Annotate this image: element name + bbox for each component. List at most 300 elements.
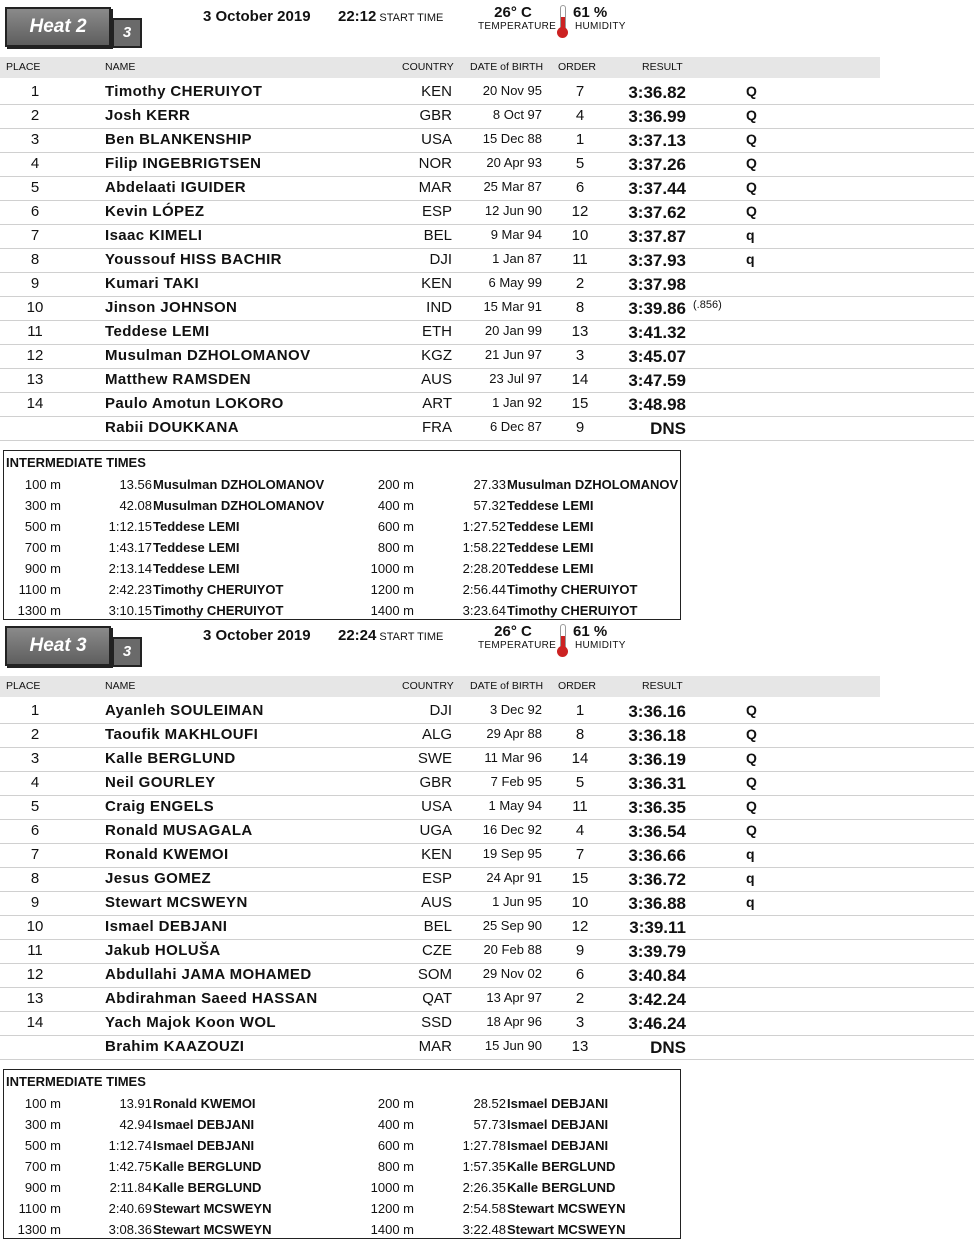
- start-time-value: 22:12: [338, 8, 377, 25]
- order: 2: [575, 990, 585, 1007]
- country: UGA: [419, 822, 452, 839]
- country: SWE: [417, 750, 452, 767]
- qualification-mark: Q: [746, 107, 757, 123]
- athlete-name: Paulo Amotun LOKORO: [105, 395, 284, 412]
- athlete-name: Stewart MCSWEYN: [105, 894, 248, 911]
- split-leader: Teddese LEMI: [507, 519, 594, 534]
- athlete-name: Musulman DZHOLOMANOV: [105, 347, 311, 364]
- qualification-mark: Q: [746, 155, 757, 171]
- date-of-birth: 3 Dec 92: [489, 702, 542, 717]
- qualification-mark: Q: [746, 131, 757, 147]
- country: QAT: [422, 990, 452, 1007]
- split-time: 2:11.84: [109, 1180, 152, 1195]
- result-note: (.856): [693, 299, 722, 311]
- column-result: RESULT: [642, 680, 683, 692]
- split-leader: Ismael DEBJANI: [507, 1096, 609, 1111]
- athlete-name: Filip INGEBRIGTSEN: [105, 155, 262, 172]
- place: 1: [30, 83, 40, 100]
- intermediate-row: [4, 538, 680, 559]
- start-time: [338, 627, 443, 644]
- split-leader: Kalle BERGLUND: [507, 1180, 616, 1195]
- result-time: 3:36.72: [628, 870, 686, 889]
- date-of-birth: 7 Feb 95: [490, 774, 542, 789]
- result-time: 3:39.11: [629, 918, 686, 937]
- country: GBR: [419, 774, 452, 791]
- column-place: PLACE: [6, 61, 41, 73]
- result-row: [0, 416, 974, 441]
- split-time: 2:28.20: [462, 561, 506, 576]
- result-row: [0, 200, 974, 225]
- column-order: ORDER: [558, 680, 596, 692]
- result-row: [0, 1011, 974, 1036]
- result-row: [0, 224, 974, 249]
- result-row: [0, 987, 974, 1012]
- result-row: [0, 152, 974, 177]
- split-distance: 100 m: [24, 1096, 61, 1111]
- country: SSD: [421, 1014, 452, 1031]
- date-of-birth: 20 Jan 99: [484, 323, 542, 338]
- result-row: [0, 699, 974, 724]
- country: AUS: [421, 371, 452, 388]
- country: KGZ: [421, 347, 452, 364]
- athlete-name: Ronald KWEMOI: [105, 846, 229, 863]
- split-time: 2:40.69: [108, 1201, 152, 1216]
- athlete-name: Abdelaati IGUIDER: [105, 179, 246, 196]
- split-leader: Teddese LEMI: [153, 540, 240, 555]
- result-time: 3:37.44: [628, 179, 686, 198]
- split-leader: Musulman DZHOLOMANOV: [507, 477, 679, 492]
- country: MAR: [418, 1038, 452, 1055]
- date-of-birth: 1 May 94: [488, 798, 542, 813]
- split-leader: Kalle BERGLUND: [153, 1180, 262, 1195]
- result-row: [0, 795, 974, 820]
- heat-label: Heat 2: [5, 7, 111, 47]
- result-time: 3:40.84: [628, 966, 686, 985]
- country: ALG: [421, 726, 452, 743]
- order: 13: [571, 323, 589, 340]
- result-time: 3:36.54: [628, 822, 686, 841]
- split-time: 2:54.58: [462, 1201, 506, 1216]
- country: SOM: [417, 966, 452, 983]
- result-time: 3:47.59: [628, 371, 686, 390]
- split-distance: 700 m: [24, 540, 61, 555]
- heat-section: [0, 0, 974, 620]
- split-time: 1:12.74: [108, 1138, 152, 1153]
- split-leader: Timothy CHERUIYOT: [507, 582, 638, 597]
- qualification-mark: Q: [746, 750, 757, 766]
- country: AUS: [421, 894, 452, 911]
- qualification-mark: q: [746, 870, 755, 886]
- intermediate-row: [4, 1094, 680, 1115]
- intermediate-row: [4, 1199, 680, 1220]
- order: 12: [571, 203, 589, 220]
- intermediate-row: [4, 1220, 680, 1241]
- temperature-value: 26° C: [494, 623, 532, 640]
- date-of-birth: 20 Nov 95: [482, 83, 542, 98]
- country: DJI: [429, 702, 452, 719]
- athlete-name: Yach Majok Koon WOL: [105, 1014, 276, 1031]
- athlete-name: Jakub HOLUŠA: [105, 942, 221, 959]
- qualification-mark: q: [746, 251, 755, 267]
- split-distance: 1000 m: [370, 561, 414, 576]
- column-result: RESULT: [642, 61, 683, 73]
- place: 2: [30, 726, 40, 743]
- split-distance: 300 m: [24, 1117, 61, 1132]
- qualification-mark: Q: [746, 822, 757, 838]
- split-leader: Teddese LEMI: [507, 561, 594, 576]
- result-row: [0, 915, 974, 940]
- athlete-name: Kevin LÓPEZ: [105, 203, 205, 220]
- split-time: 27.33: [473, 477, 506, 492]
- result-time: 3:36.31: [628, 774, 686, 793]
- start-time-value: 22:24: [338, 627, 377, 644]
- qualification-mark: Q: [746, 702, 757, 718]
- place: 7: [30, 227, 40, 244]
- date-of-birth: 25 Mar 87: [483, 179, 542, 194]
- result-time: DNS: [650, 1038, 686, 1057]
- results-column-header: [0, 57, 880, 78]
- date-of-birth: 6 May 99: [488, 275, 542, 290]
- athlete-name: Jesus GOMEZ: [105, 870, 212, 887]
- humidity-label: HUMIDITY: [575, 21, 626, 32]
- date-of-birth: 23 Jul 97: [489, 371, 542, 386]
- split-leader: Stewart MCSWEYN: [153, 1222, 272, 1237]
- date-of-birth: 11 Mar 96: [484, 750, 542, 765]
- order: 11: [572, 798, 588, 815]
- order: 9: [575, 942, 585, 959]
- place: 10: [26, 918, 44, 935]
- split-leader: Stewart MCSWEYN: [153, 1201, 272, 1216]
- split-time: 42.94: [119, 1117, 152, 1132]
- result-time: 3:36.66: [628, 846, 686, 865]
- result-row: [0, 80, 974, 105]
- place: 13: [26, 371, 44, 388]
- split-distance: 1100 m: [18, 1201, 61, 1216]
- qualification-mark: Q: [746, 798, 757, 814]
- place: 13: [26, 990, 44, 1007]
- athlete-name: Taoufik MAKHLOUFI: [105, 726, 259, 743]
- place: 8: [30, 870, 40, 887]
- result-time: 3:36.82: [628, 83, 686, 102]
- order: 1: [575, 131, 585, 148]
- result-time: 3:36.16: [628, 702, 686, 721]
- split-leader: Timothy CHERUIYOT: [507, 603, 638, 618]
- order: 3: [575, 1014, 585, 1031]
- date-of-birth: 20 Apr 93: [486, 155, 542, 170]
- heat-label: Heat 3: [5, 626, 111, 666]
- order: 12: [571, 918, 589, 935]
- date-of-birth: 20 Feb 88: [483, 942, 542, 957]
- split-time: 1:27.78: [462, 1138, 506, 1153]
- intermediate-times-title: INTERMEDIATE TIMES: [6, 455, 146, 470]
- split-leader: Ismael DEBJANI: [507, 1117, 609, 1132]
- column-name: NAME: [105, 680, 136, 692]
- temperature-label: TEMPERATURE: [478, 21, 557, 32]
- split-distance: 1100 m: [18, 582, 61, 597]
- athlete-name: Ronald MUSAGALA: [105, 822, 253, 839]
- qualification-mark: Q: [746, 83, 757, 99]
- result-row: [0, 392, 974, 417]
- result-row: [0, 771, 974, 796]
- place: 9: [30, 275, 40, 292]
- date-of-birth: 12 Jun 90: [484, 203, 542, 218]
- result-time: 3:36.88: [628, 894, 686, 913]
- split-distance: 900 m: [24, 1180, 61, 1195]
- result-time: 3:36.99: [628, 107, 686, 126]
- result-row: [0, 128, 974, 153]
- place: 6: [30, 822, 40, 839]
- thermometer-icon: [556, 624, 570, 658]
- place: 12: [26, 347, 44, 364]
- split-time: 2:26.35: [462, 1180, 506, 1195]
- split-time: 13.91: [119, 1096, 152, 1111]
- split-distance: 600 m: [377, 519, 414, 534]
- result-time: 3:37.26: [628, 155, 686, 174]
- intermediate-row: [4, 496, 680, 517]
- result-row: [0, 176, 974, 201]
- intermediate-row: [4, 1157, 680, 1178]
- date-of-birth: 6 Dec 87: [489, 419, 542, 434]
- intermediate-row: [4, 1178, 680, 1199]
- intermediate-row: [4, 1136, 680, 1157]
- order: 8: [575, 726, 585, 743]
- split-leader: Stewart MCSWEYN: [507, 1201, 626, 1216]
- column-name: NAME: [105, 61, 136, 73]
- result-time: 3:39.86: [628, 299, 686, 318]
- split-time: 57.32: [473, 498, 506, 513]
- qualification-mark: Q: [746, 179, 757, 195]
- order: 14: [571, 750, 589, 767]
- temperature: [478, 623, 557, 651]
- date-of-birth: 21 Jun 97: [484, 347, 542, 362]
- split-leader: Kalle BERGLUND: [153, 1159, 262, 1174]
- start-time-label: START TIME: [379, 631, 444, 643]
- country: KEN: [421, 83, 452, 100]
- result-row: [0, 344, 974, 369]
- column-order: ORDER: [558, 61, 596, 73]
- country: ESP: [421, 203, 452, 220]
- athlete-name: Josh KERR: [105, 107, 191, 124]
- order: 15: [571, 395, 589, 412]
- result-time: 3:41.32: [628, 323, 686, 342]
- split-leader: Musulman DZHOLOMANOV: [153, 498, 325, 513]
- order: 5: [575, 155, 585, 172]
- split-leader: Ronald KWEMOI: [153, 1096, 256, 1111]
- split-distance: 1400 m: [370, 1222, 414, 1237]
- humidity-value: 61 %: [573, 4, 608, 21]
- order: 8: [575, 299, 585, 316]
- athlete-name: Kalle BERGLUND: [105, 750, 236, 767]
- country: ART: [422, 395, 452, 412]
- split-time: 1:57.35: [462, 1159, 506, 1174]
- order: 11: [572, 251, 588, 268]
- athlete-name: Ben BLANKENSHIP: [105, 131, 252, 148]
- qualification-mark: q: [746, 846, 755, 862]
- split-time: 57.73: [473, 1117, 506, 1132]
- split-distance: 800 m: [377, 540, 414, 555]
- place: 5: [30, 179, 40, 196]
- date-of-birth: 24 Apr 91: [486, 870, 542, 885]
- column-dob: DATE of BIRTH: [470, 680, 544, 692]
- split-distance: 1400 m: [370, 603, 414, 618]
- split-leader: Timothy CHERUIYOT: [153, 582, 284, 597]
- country: NOR: [418, 155, 452, 172]
- result-time: 3:37.98: [628, 275, 686, 294]
- heat-section: [0, 619, 974, 1239]
- start-time: [338, 8, 443, 25]
- split-distance: 1300 m: [17, 1222, 61, 1237]
- intermediate-row: [4, 1115, 680, 1136]
- place: 7: [30, 846, 40, 863]
- split-distance: 300 m: [24, 498, 61, 513]
- humidity: [573, 623, 626, 651]
- result-time: 3:37.87: [628, 227, 686, 246]
- place: 11: [27, 323, 43, 340]
- order: 4: [575, 822, 585, 839]
- country: ETH: [422, 323, 452, 340]
- split-time: 3:10.15: [108, 603, 152, 618]
- date-of-birth: 8 Oct 97: [492, 107, 542, 122]
- results-column-header: [0, 676, 880, 697]
- heat-number-badge: 3: [112, 18, 142, 48]
- order: 1: [575, 702, 585, 719]
- split-leader: Ismael DEBJANI: [507, 1138, 609, 1153]
- country: ESP: [421, 870, 452, 887]
- qualification-mark: Q: [746, 774, 757, 790]
- place: 3: [30, 131, 40, 148]
- place: 4: [30, 774, 40, 791]
- date-of-birth: 13 Apr 97: [486, 990, 542, 1005]
- order: 15: [571, 870, 589, 887]
- split-leader: Timothy CHERUIYOT: [153, 603, 284, 618]
- split-time: 2:56.44: [462, 582, 506, 597]
- place: 1: [30, 702, 40, 719]
- split-distance: 200 m: [377, 1096, 414, 1111]
- result-time: DNS: [650, 419, 686, 438]
- date-of-birth: 15 Jun 90: [484, 1038, 542, 1053]
- temperature-label: TEMPERATURE: [478, 640, 557, 651]
- temperature-value: 26° C: [494, 4, 532, 21]
- athlete-name: Neil GOURLEY: [105, 774, 216, 791]
- athlete-name: Youssouf HISS BACHIR: [105, 251, 282, 268]
- split-distance: 1200 m: [370, 1201, 414, 1216]
- split-distance: 500 m: [24, 1138, 61, 1153]
- split-distance: 900 m: [24, 561, 61, 576]
- order: 6: [575, 966, 585, 983]
- date-of-birth: 15 Mar 91: [483, 299, 542, 314]
- split-distance: 500 m: [24, 519, 61, 534]
- date-of-birth: 1 Jun 95: [492, 894, 542, 909]
- split-distance: 700 m: [24, 1159, 61, 1174]
- intermediate-row: [4, 559, 680, 580]
- place: 8: [30, 251, 40, 268]
- country: FRA: [422, 419, 452, 436]
- order: 2: [575, 275, 585, 292]
- qualification-mark: q: [746, 894, 755, 910]
- order: 4: [575, 107, 585, 124]
- split-distance: 800 m: [377, 1159, 414, 1174]
- column-place: PLACE: [6, 680, 41, 692]
- place: 12: [26, 966, 44, 983]
- result-row: [0, 248, 974, 273]
- split-distance: 600 m: [377, 1138, 414, 1153]
- split-leader: Teddese LEMI: [507, 540, 594, 555]
- result-row: [0, 320, 974, 345]
- athlete-name: Jinson JOHNSON: [105, 299, 238, 316]
- split-time: 28.52: [473, 1096, 506, 1111]
- split-leader: Teddese LEMI: [507, 498, 594, 513]
- athlete-name: Kumari TAKI: [105, 275, 200, 292]
- country: DJI: [429, 251, 452, 268]
- race-date: 3 October 2019: [203, 8, 311, 25]
- date-of-birth: 19 Sep 95: [482, 846, 542, 861]
- intermediate-row: [4, 517, 680, 538]
- split-distance: 1200 m: [370, 582, 414, 597]
- split-distance: 1000 m: [370, 1180, 414, 1195]
- split-time: 3:23.64: [462, 603, 506, 618]
- country: MAR: [418, 179, 452, 196]
- intermediate-times-title: INTERMEDIATE TIMES: [6, 1074, 146, 1089]
- date-of-birth: 9 Mar 94: [490, 227, 542, 242]
- athlete-name: Brahim KAAZOUZI: [105, 1038, 245, 1055]
- split-time: 42.08: [119, 498, 152, 513]
- qualification-mark: q: [746, 227, 755, 243]
- place: 4: [30, 155, 40, 172]
- split-distance: 100 m: [24, 477, 61, 492]
- order: 14: [571, 371, 589, 388]
- result-time: 3:36.19: [628, 750, 686, 769]
- place: 6: [30, 203, 40, 220]
- country: GBR: [419, 107, 452, 124]
- country: CZE: [422, 942, 452, 959]
- athlete-name: Matthew RAMSDEN: [105, 371, 252, 388]
- heat-number-badge: 3: [112, 637, 142, 667]
- result-row: [0, 723, 974, 748]
- start-time-label: START TIME: [379, 12, 444, 24]
- result-row: [0, 296, 974, 321]
- place: 3: [30, 750, 40, 767]
- qualification-mark: Q: [746, 726, 757, 742]
- result-time: 3:46.24: [628, 1014, 686, 1033]
- split-distance: 1300 m: [17, 603, 61, 618]
- order: 5: [575, 774, 585, 791]
- athlete-name: Abdirahman Saeed HASSAN: [105, 990, 318, 1007]
- country: BEL: [423, 918, 452, 935]
- country: BEL: [423, 227, 452, 244]
- split-time: 3:22.48: [462, 1222, 506, 1237]
- split-leader: Ismael DEBJANI: [153, 1117, 255, 1132]
- date-of-birth: 18 Apr 96: [486, 1014, 542, 1029]
- intermediate-times: [3, 1069, 681, 1239]
- split-leader: Musulman DZHOLOMANOV: [153, 477, 325, 492]
- athlete-name: Teddese LEMI: [105, 323, 210, 340]
- result-row: [0, 272, 974, 297]
- order: 7: [575, 83, 585, 100]
- split-distance: 400 m: [377, 1117, 414, 1132]
- result-time: 3:36.18: [628, 726, 686, 745]
- order: 6: [575, 179, 585, 196]
- order: 9: [575, 419, 585, 436]
- result-time: 3:48.98: [628, 395, 686, 414]
- date-of-birth: 29 Apr 88: [486, 726, 542, 741]
- humidity-label: HUMIDITY: [575, 640, 626, 651]
- country: IND: [426, 299, 452, 316]
- split-time: 13.56: [119, 477, 152, 492]
- country: KEN: [421, 846, 452, 863]
- column-dob: DATE of BIRTH: [470, 61, 544, 73]
- athlete-name: Ayanleh SOULEIMAN: [105, 702, 264, 719]
- split-time: 3:08.36: [108, 1222, 152, 1237]
